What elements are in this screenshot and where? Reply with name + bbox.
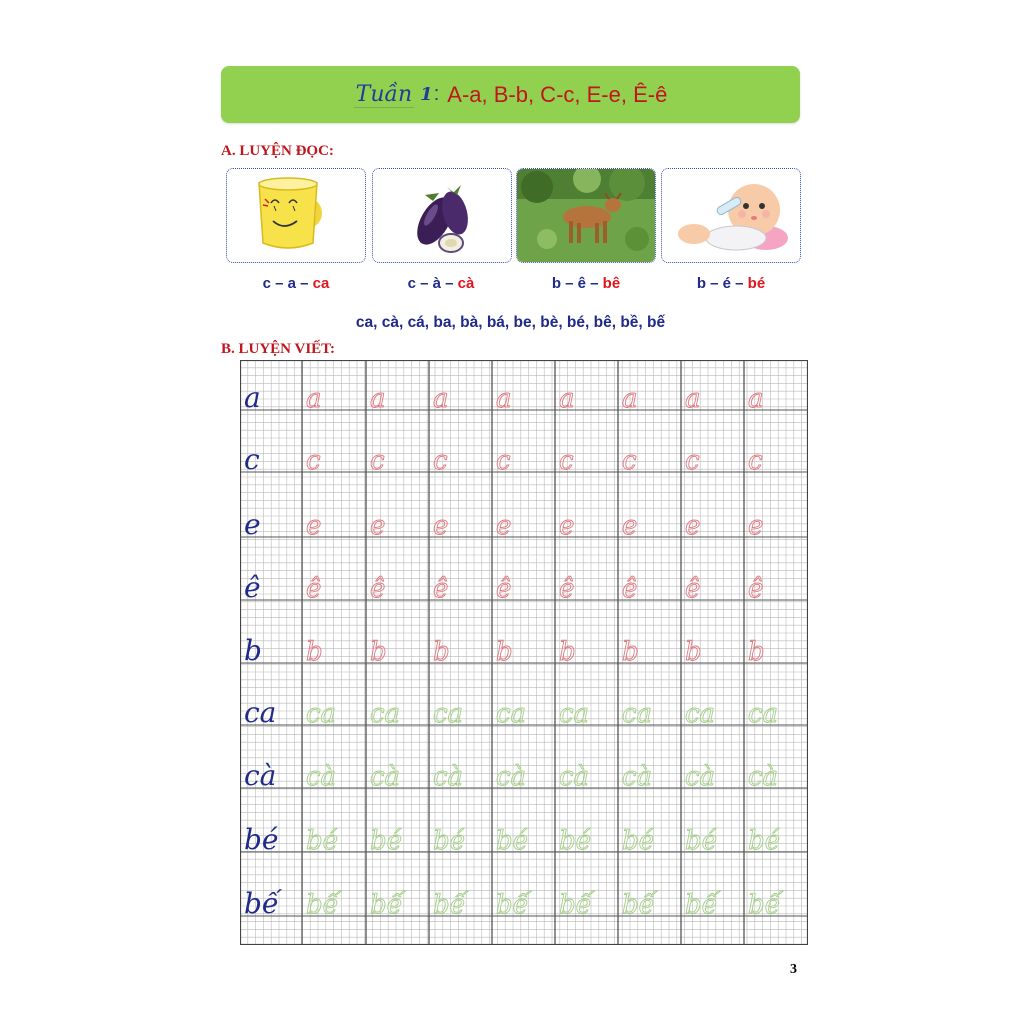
week-colon: : [433, 83, 440, 105]
trace-letter: bé [306, 826, 339, 856]
trace-letter: ê [433, 574, 449, 604]
week-letters: A-a, B-b, C-c, E-e, Ê-ê [447, 81, 668, 107]
model-letter: a [244, 381, 261, 414]
trace-letter: c [433, 446, 448, 476]
trace-letter: e [622, 511, 638, 541]
caption-ca-grave: c – à – cà [407, 275, 475, 292]
trace-letter: e [748, 511, 764, 541]
trace-letter: ê [370, 574, 386, 604]
trace-letter: ê [559, 574, 575, 604]
model-letter: ê [244, 571, 261, 604]
trace-letter: ca [559, 699, 590, 729]
model-letter: ca [244, 696, 277, 729]
trace-letter: c [685, 446, 700, 476]
trace-letter: c [496, 446, 511, 476]
page-number: 3 [790, 962, 797, 977]
picture-eggplant [372, 168, 512, 263]
trace-letter: bế [496, 890, 529, 920]
model-letter: bé [244, 823, 279, 856]
week-title-banner [221, 66, 800, 123]
trace-letter: e [559, 511, 575, 541]
trace-letter: bế [685, 890, 718, 920]
calf-icon [517, 169, 655, 262]
trace-letter: a [685, 384, 701, 414]
picture-baby [661, 168, 801, 263]
trace-letter: a [433, 384, 449, 414]
trace-letter: a [748, 384, 764, 414]
model-letter: cà [244, 759, 277, 792]
section-reading-title: A. LUYỆN ĐỌC: [221, 143, 334, 159]
trace-letter: bế [622, 890, 655, 920]
trace-letter: cà [685, 762, 716, 792]
trace-letter: cà [433, 762, 464, 792]
caption-be-circumflex: b – ê – bê [551, 275, 621, 292]
trace-letter: ca [622, 699, 653, 729]
trace-letter: bế [306, 890, 339, 920]
trace-letter: c [370, 446, 385, 476]
cup-icon [241, 173, 351, 259]
trace-letter: bế [370, 890, 403, 920]
caption-be-acute: b – é – bé [696, 275, 766, 292]
trace-letter: a [306, 384, 322, 414]
trace-letter: c [622, 446, 637, 476]
trace-letter: ê [306, 574, 322, 604]
trace-letter: ê [748, 574, 764, 604]
syllable-line: ca, cà, cá, ba, bà, bá, be, bè, bé, bê, bề, bế [355, 314, 666, 331]
trace-letter: b [622, 637, 639, 667]
trace-letter: cà [748, 762, 779, 792]
model-letter: b [244, 634, 262, 667]
trace-letter: bé [370, 826, 403, 856]
trace-letter: bé [433, 826, 466, 856]
trace-letter: b [559, 637, 576, 667]
picture-cup [226, 168, 366, 263]
trace-letter: c [559, 446, 574, 476]
trace-letter: bế [748, 890, 781, 920]
trace-letter: bé [748, 826, 781, 856]
trace-letter: c [306, 446, 321, 476]
trace-letter: ca [496, 699, 527, 729]
trace-letter: e [306, 511, 322, 541]
trace-letter: ê [685, 574, 701, 604]
model-letter: bế [244, 887, 280, 920]
model-letter: e [244, 508, 261, 541]
trace-letter: ca [306, 699, 337, 729]
trace-letter: a [559, 384, 575, 414]
trace-letter: e [685, 511, 701, 541]
trace-letter: b [748, 637, 765, 667]
trace-letter: ca [685, 699, 716, 729]
trace-letter: e [370, 511, 386, 541]
trace-letter: cà [496, 762, 527, 792]
baby-icon [666, 172, 796, 260]
trace-letter: bé [559, 826, 592, 856]
trace-letter: bé [496, 826, 529, 856]
trace-letter: cà [622, 762, 653, 792]
trace-letter: a [370, 384, 386, 414]
trace-letter: e [433, 511, 449, 541]
trace-letter: bế [433, 890, 466, 920]
trace-letter: a [496, 384, 512, 414]
trace-letter: ê [496, 574, 512, 604]
week-label: Tuần [355, 81, 413, 107]
trace-letter: cà [370, 762, 401, 792]
model-letter: c [244, 443, 260, 476]
trace-letter: ca [370, 699, 401, 729]
trace-letter: b [685, 637, 702, 667]
trace-letter: e [496, 511, 512, 541]
trace-letter: bé [685, 826, 718, 856]
trace-letter: ca [433, 699, 464, 729]
section-writing-title: B. LUYỆN VIẾT: [221, 341, 336, 357]
trace-letter: ê [622, 574, 638, 604]
trace-letter: cà [559, 762, 590, 792]
trace-letter: b [370, 637, 387, 667]
trace-letter: b [496, 637, 513, 667]
trace-letter: bé [622, 826, 655, 856]
eggplant-icon [387, 173, 497, 259]
caption-ca: c – a – ca [262, 275, 330, 292]
trace-letter: c [748, 446, 763, 476]
trace-letter: bế [559, 890, 592, 920]
trace-letter: b [306, 637, 323, 667]
week-number: 1 [420, 84, 433, 105]
picture-calf [516, 168, 656, 263]
trace-letter: a [622, 384, 638, 414]
trace-letter: ca [748, 699, 779, 729]
handwriting-grid [240, 360, 808, 950]
trace-letter: cà [306, 762, 337, 792]
grid-canvas [240, 360, 808, 945]
trace-letter: b [433, 637, 450, 667]
